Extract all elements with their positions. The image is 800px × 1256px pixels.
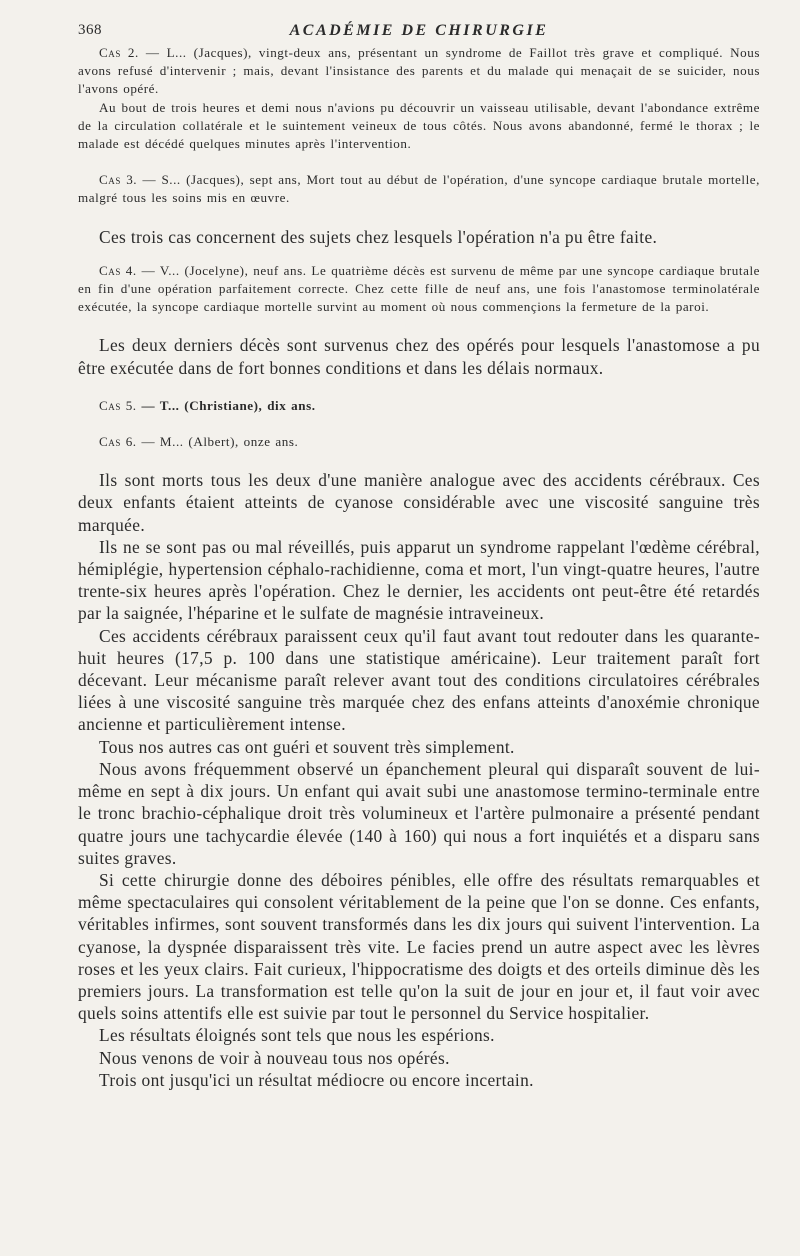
body-paragraph: Tous nos autres cas ont guéri et souvent très simplement. [99,736,515,757]
case-label: Cas 3. [99,172,138,188]
case-4-paragraph [78,262,760,317]
page-number: 368 [78,22,102,38]
body-paragraph: Nous avons fréquemment observé un épanchement pleural qui disparaît souvent de lui-même en sept à dix jours. Un enfant qui avait subi une anastomose termino-terminale entre le tronc brachio-céphalique droit très volumineux et l'artère pulmonaire a présenté pendant quatre jours une tachycardie élevée (140 à 160) qui nous a fort inquiétés et a disparu sans suites graves. [78,758,760,868]
page-header [78,0,760,44]
case-2-paragraph [78,44,760,99]
case-text: — T... (Christiane), dix ans. [141,397,316,413]
summary-paragraph: Les deux derniers décès sont survenus chez des opérés pour lesquels l'anastomose a pu être exécutée dans de fort bonnes conditions et dans les délais normaux. [78,335,760,378]
body-paragraph: Trois ont jusqu'ici un résultat médiocre ou encore incertain. [99,1069,534,1090]
article-body [78,44,760,1091]
case-label: Cas 4. [99,262,137,278]
running-title: ACADÉMIE DE CHIRURGIE [289,22,549,39]
case-label: Cas 5. [99,397,137,413]
case-text: — M... (Albert), onze ans. [141,434,299,450]
case-text: — S... (Jacques), sept ans, Mort tout au début de l'opération, d'une syncope cardiaque brutale mortelle, malgré tous les soins mis en œuvre. [78,172,760,206]
case-label: Cas 2. [99,45,139,60]
case-6-paragraph [78,433,760,451]
case-text: — L... (Jacques), vingt-deux ans, présentant un syndrome de Faillot très grave et compliqué. Nous avons refusé d'intervenir ; mais, devant l'insistance des parents et du malade qui menaçait de se suicider, nous l'avons opéré. [78,45,760,97]
case-text: — V... (Jocelyne), neuf ans. Le quatrième décès est survenu de même par une syncope cardiaque brutale en fin d'une opération parfaitement correcte. Chez cette fille de neuf ans, une fois l'anastomose terminolatérale exécutée, la syncope cardiaque mortelle survint au moment où nous commençions la fermeture de la paroi. [78,262,761,315]
summary-paragraph: Ces trois cas concernent des sujets chez lesquels l'opération n'a pu être faite. [99,226,658,247]
body-paragraph: Nous venons de voir à nouveau tous nos opérés. [99,1047,450,1068]
case-5-paragraph [78,397,760,415]
body-paragraph: Ils sont morts tous les deux d'une manière analogue avec des accidents cérébraux. Ces deux enfants étaient atteints de cyanose considérable avec une viscosité sanguine très marquée. [78,470,760,535]
body-paragraph: Si cette chirurgie donne des déboires pénibles, elle offre des résultats remarquables et même spectaculaires qui consolent véritablement de la peine que l'on se donne. Ces enfants, véritables infirmes, sont souvent transformés dans les dix jours qui suivent l'intervention. La cyanose, la dyspnée disparaissent très vite. Le facies prend un autre aspect avec les lèvres roses et les yeux clairs. Fait curieux, l'hippocratisme des doigts et des orteils diminue dès les premiers jours. La transformation est telle qu'on la suit de jour en jour et, il faut voir avec quels soins attentifs elle est suivie par tout le personnel du Service hospitalier. [78,869,760,1024]
case-2-continuation: Au bout de trois heures et demi nous n'avions pu découvrir un vaisseau utilisable, devant l'abondance extrême de la circulation collatérale et le suintement veineux de tous côtés. Nous avons abandonné, fermé le thorax ; le malade est décédé quelques minutes après l'intervention. [78,99,760,152]
body-paragraph: Les résultats éloignés sont tels que nous les espérions. [99,1025,495,1046]
body-paragraph: Ils ne se sont pas ou mal réveillés, puis apparut un syndrome rappelant l'œdème cérébral, hémiplégie, hypertension céphalo-rachidienne, coma et mort, l'un vingt-quatre heures, l'autre trente-six heures après l'opération. Chez le dernier, les accidents ont peut-être été retardés par la saignée, l'héparine et le sulfate de magnésie intraveineux. [78,536,760,624]
body-paragraph: Ces accidents cérébraux paraissent ceux qu'il faut avant tout redouter dans les quarante-huit heures (17,5 p. 100 dans une statistique américaine). Leur traitement paraît fort décevant. Leur mécanisme paraît relever avant tout des conditions circulatoires cérébrales liées à une viscosité sanguine très marquée chez des enfans atteints d'anoxémie chronique ancienne et particulièrement intense. [78,625,760,735]
case-3-paragraph [78,171,760,207]
case-label: Cas 6. [99,434,137,450]
